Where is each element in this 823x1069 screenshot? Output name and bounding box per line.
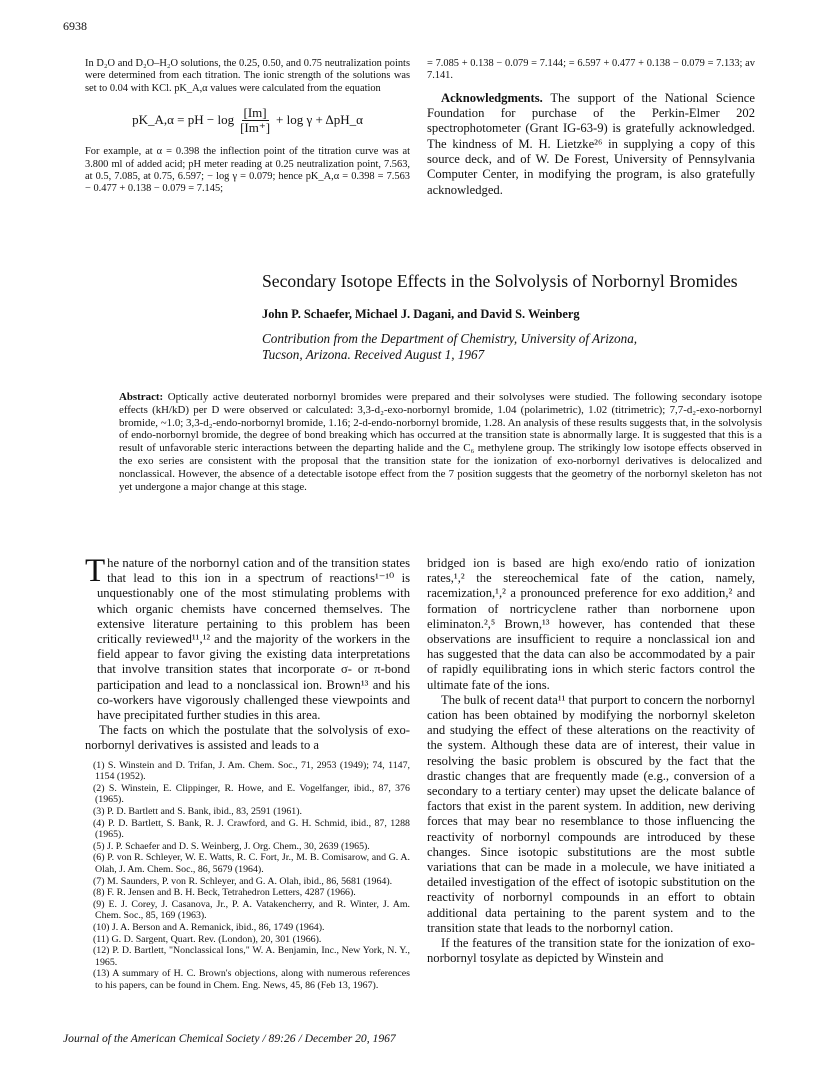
experimental-example: For example, at α = 0.398 the inflection point of the titration curve was at 3.800 ml of added acid; pH meter reading at 0.25 neutralization point, 7.563, at 0.5, 7.085, at 0.75, 6.597; − log γ = 0.079; hence pK_A,α = 0.398 = 7.563 − 0.477 + 0.138 − 0.079 = 7.145; [85, 146, 410, 195]
footnotes [85, 760, 410, 992]
footnote: (12) P. D. Bartlett, "Nonclassical Ions," W. A. Benjamin, Inc., New York, N. Y., 1965. [93, 945, 410, 968]
footnote: (10) J. A. Berson and A. Remanick, ibid., 86, 1749 (1964). [93, 921, 325, 933]
body-paragraph-data: The bulk of recent data¹¹ that purport to concern the norbornyl cation has been obtained by modifying the norbornyl skeleton and studying the effect of these alterations on the reactivity of the system. Although these data are of interest, their value in resolving the basic problem is obscured by the fact that the drastic changes that are frequently made (e.g., conversion of a secondary to a tertiary center) may upset the delicate balance of factors that exist in the parent system. In addition, new deriving forces that may bear no resemblance to those influencing the reactivity of norbornyl compounds are introduced by these changes. Since isotopic substitutions are the most subtle variations that can be made in a molecule, we have initiated a detailed investigation of the effect of isotopic substitution on the reactivity of norbornyl compounds in an effort to obtain additional data pertaining to the parent system and to the transition state that leads to the norbornyl cation. [427, 692, 755, 935]
acknowledgments-text: The support of the National Science Foundation for purchase of the Perkin-Elmer 202 spectrophotometer (Grant IG-63-9) is gratefully acknowledged. The kindness of M. H. Lietzke²⁶ in supplying a copy of this source deck, and of W. De Forest, University of Pennsylvania Computer Center, in modifying the program, is also gratefully acknowledged. [427, 90, 755, 197]
abstract-text: Optically active deuterated norbornyl bromides were prepared and their solvolyses were studied. The following secondary isotope effects (kH/kD) per D were observed or calculated: 3,3-d₂-exo-norbornyl bromide, 1.04 (polarimetric), 1.02 (titrimetric); 7,7-d₂-exo-norbornyl bromide, ~1.0; 3,3-d₂-endo-norbornyl bromide, 1.16; 2-d-endo-norbornyl bromide, 1.28. An analysis of these results suggests that, in the solvolysis of endo-norbornyl bromide, the degree of bond breaking which has occurred at the transition state is abnormally large. It is suggested that this is a result of unfavorable steric interactions between the departing halide and the C₆ methylene group. The strikingly low isotope effects observed in the exo series are consistent with the proposal that the transition state for the ionization of exo-norbornyl derivatives is delocalized and nonclassical. However, the absence of a detectable isotope effect from the 7 position suggests that the geometry of the norbornyl skeleton has not yet undergone a major change at this stage. [119, 391, 762, 493]
body-paragraph-continued: bridged ion is based are high exo/endo ratio of ionization rates,¹,² the stereochemical fate of the cation, namely, racemization,¹,² a pronounced preference for exo addition,² and formation of nortricyclene rather than norbornene upon eliminaton.²,⁵ Brown,¹³ however, has contended that these observations are insufficient to require a nonclassical ion and has suggested that the data can also be accommodated by a pair of rapidly equilibrating ions in which steric factors control the ultimate fate of the ions. [427, 556, 755, 692]
footnote: (9) E. J. Corey, J. Casanova, Jr., P. A. Vatakencherry, and R. Winter, J. Am. Chem. Soc., 85, 169 (1963). [93, 898, 410, 922]
equation-numerator: [Im] [243, 104, 267, 120]
equation-rhs: + log γ + ΔpH_α [276, 112, 363, 128]
intro-paragraph-2: The facts on which the postulate that the solvolysis of exo-norbornyl derivatives is assisted and leads to a [85, 723, 410, 753]
footnote: (11) G. D. Sargent, Quart. Rev. (London), 20, 301 (1966). [93, 933, 322, 945]
intro-paragraph-1 [85, 553, 410, 723]
footnote: (8) F. R. Jensen and B. H. Beck, Tetrahedron Letters, 4287 (1966). [93, 887, 356, 899]
footnote: (5) J. P. Schaefer and D. S. Weinberg, J. Org. Chem., 30, 2639 (1965). [93, 840, 370, 852]
article-authors: John P. Schaefer, Michael J. Dagani, and David S. Weinberg [262, 307, 580, 321]
footnote: (6) P. von R. Schleyer, W. E. Watts, R. C. Fort, Jr., M. B. Comisarow, and G. A. Olah, J. Am. Chem. Soc., 86, 5679 (1964). [93, 852, 410, 875]
experimental-intro: In D₂O and D₂O–H₂O solutions, the 0.25, 0.50, and 0.75 neutralization points were determined from each titration. The ionic strength of the solutions was set to 0.04 with KCl. pK_A,α values were calculated from the equation [85, 58, 410, 94]
footnote: (7) M. Saunders, P. von R. Schleyer, and G. A. Olah, ibid., 86, 5681 (1964). [93, 875, 393, 887]
acknowledgments-heading: Acknowledgments. [441, 90, 543, 105]
drop-cap: T [85, 553, 106, 589]
page-number: 6938 [63, 19, 87, 33]
footnote: (1) S. Winstein and D. Trifan, J. Am. Chem. Soc., 71, 2953 (1949); 74, 1147, 1154 (1952). [93, 759, 410, 783]
acknowledgments [427, 91, 755, 198]
body-paragraph-transition-state: If the features of the transition state for the ionization of exo-norbornyl tosylate as depicted by Winstein and [427, 936, 755, 966]
journal-footer: Journal of the American Chemical Society / 89:26 / December 20, 1967 [63, 1032, 396, 1045]
affiliation-line-2: Tucson, Arizona. Received August 1, 1967 [262, 347, 485, 362]
article-affiliation [262, 331, 722, 363]
calculation-continuation: = 7.085 + 0.138 − 0.079 = 7.144; = 6.597 + 0.477 + 0.138 − 0.079 = 7.133; av 7.141. [427, 58, 755, 82]
top-right-column [427, 58, 755, 198]
article-title: Secondary Isotope Effects in the Solvolysis of Norbornyl Bromides [262, 271, 738, 291]
equation-denominator: [Im⁺] [240, 119, 271, 135]
body-right-column [427, 556, 755, 966]
abstract-label: Abstract: [119, 391, 164, 403]
body-left-column [85, 553, 410, 992]
footnote: (2) S. Winstein, E. Clippinger, R. Howe, and E. Vogelfanger, ibid., 87, 376 (1965). [93, 782, 410, 806]
equation-fraction [238, 106, 272, 135]
equation-lhs: pK_A,α = pH − log [132, 112, 235, 128]
footnote: (13) A summary of H. C. Brown's objections, along with numerous references to his papers, can be found in Chem. Eng. News, 45, 86 (Feb 13, 1967). [93, 968, 410, 991]
footnote: (3) P. D. Bartlett and S. Bank, ibid., 83, 2591 (1961). [93, 806, 303, 818]
pka-equation [85, 98, 410, 142]
abstract [119, 391, 762, 493]
affiliation-line-1: Contribution from the Department of Chemistry, University of Arizona, [262, 331, 638, 346]
footnote: (4) P. D. Bartlett, S. Bank, R. J. Crawford, and G. H. Schmid, ibid., 87, 1288 (1965). [93, 817, 410, 841]
top-left-column [85, 58, 410, 196]
intro-paragraph-1-text: he nature of the norbornyl cation and of the transition states that lead to this ion in a spectrum of reactions¹⁻¹⁰ is unquestionably one of the most stimulating problems with which organic chemists have concerned themselves. The extensive literature pertaining to this problem has been critically reviewed¹¹,¹² and the majority of the workers in the field appear to favor giving the existing data interpretations that involve transition states that incorporate σ- or π-bond participation and lead to a nonclassical ion. Brown¹³ and his co-workers have vigorously challenged these viewpoints and have precipitated further studies in this area. [97, 556, 410, 723]
